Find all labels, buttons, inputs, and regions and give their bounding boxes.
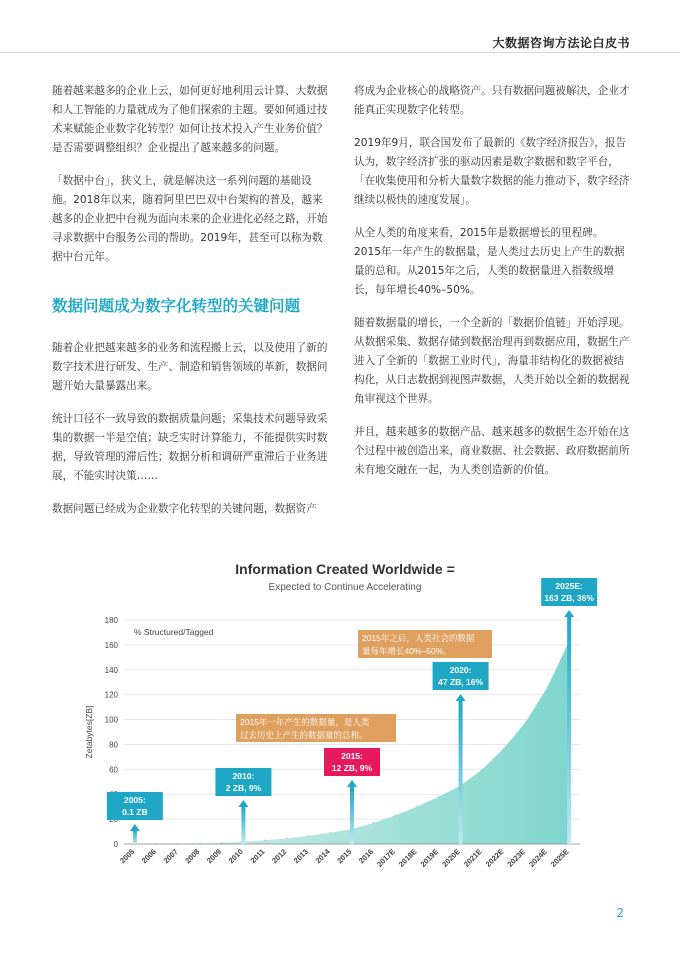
left-paragraph-1: 随着越来越多的企业上云，如何更好地利用云计算、大数据和人工智能的力量就成为了他们探索的主题。要如何通过技术来赋能企业数字化转型？如何让技术投入产生业务价值？是否需要调整组织？企业提出了越来越多的问题。 [52, 85, 328, 154]
left-paragraph-5: 数据问题已经成为企业数字化转型的关键问题，数据资产 [52, 503, 317, 515]
callout-line1: 2005: [123, 795, 146, 805]
callout-line1: 2020: [449, 665, 472, 675]
chart-svg [40, 552, 650, 892]
x-tick-label: 2023E [505, 847, 528, 869]
data-point-2017E [395, 815, 397, 817]
data-point-2018E [416, 806, 418, 808]
callout-line1: 2010: [232, 771, 255, 781]
x-tick-label: 2014 [313, 847, 332, 866]
callout-arrow-head [238, 800, 248, 807]
callout-line2: 47 ZB, 16% [438, 677, 484, 687]
note-line2: 量每年增长40%–50%。 [362, 646, 452, 656]
callout-line2: 0.1 ZB [122, 807, 148, 817]
callout-line1: 2015: [341, 751, 363, 761]
structured-share-label: % Structured/Tagged [134, 626, 214, 637]
data-growth-chart [40, 552, 650, 892]
callout-arrow-shaft [133, 830, 137, 844]
x-tick-label: 2013 [291, 847, 310, 866]
data-point-2013 [308, 835, 310, 837]
x-tick-label: 2009 [204, 847, 224, 866]
callout-line2: 163 ZB, 36% [544, 593, 594, 603]
callout-arrow-shaft [350, 786, 354, 844]
y-tick-label: 180 [104, 616, 118, 625]
page-number: 2 [616, 906, 624, 920]
callout-arrow-shaft [567, 616, 571, 844]
x-tick-label: 2016 [356, 847, 376, 866]
chart-title: Information Created Worldwide = [235, 561, 455, 577]
x-tick-label: 2018E [396, 847, 419, 869]
right-paragraph-5: 并且，越来越多的数据产品、越来越多的数据生态开始在这个过程中被创造出来，商业数据、社会数据、政府数据前所未有地交融在一起，为人类创造新的价值。 [354, 426, 630, 476]
section-heading: 数据问题成为数字化转型的关键问题 [52, 297, 301, 315]
x-tick-label: 2020E [440, 847, 462, 869]
callout-line2: 12 ZB, 9% [331, 763, 373, 773]
x-tick-label: 2012 [270, 847, 289, 866]
data-point-2019E [438, 796, 440, 798]
x-tick-label: 2011 [248, 847, 267, 865]
x-tick-label: 2022E [483, 847, 506, 869]
right-paragraph-3: 从全人类的角度来看，2015年是数据增长的里程碑。2015年一年产生的数据量，是人类过去历史上产生的数据量的总和。从2015年之后，人类的数据量进入指数级增长，每年增长40%–50%。 [354, 227, 625, 296]
x-tick-label: 2017E [375, 847, 397, 869]
x-tick-label: 2007 [161, 847, 180, 866]
y-tick-label: 120 [104, 690, 118, 700]
right-paragraph-1: 将成为企业核心的战略资产。只有数据问题被解决，企业才能真正实现数字化转型。 [354, 85, 630, 116]
x-tick-label: 2010 [226, 847, 245, 866]
left-paragraph-4: 统计口径不一致导致的数据质量问题；采集技术问题导致采集的数据一半是空值；缺乏实时计算能力，不能提供实时数据，导致管理的滞后性；数据分析和调研严重滞后于业务进展，不能实时决策…… [52, 413, 328, 482]
right-column [354, 82, 630, 494]
header-divider [0, 52, 680, 53]
data-point-2024E [547, 686, 549, 688]
y-tick-label: 160 [104, 640, 118, 650]
data-point-2009 [221, 842, 223, 844]
x-tick-label: 2006 [139, 847, 158, 866]
callout-arrow-head [347, 780, 357, 787]
y-axis-label: Zetabytes[ZB] [84, 705, 94, 759]
left-column [52, 82, 328, 533]
x-tick-label: 2005 [118, 847, 137, 866]
y-tick-label: 60 [109, 765, 118, 775]
x-tick-label: 2008 [183, 847, 202, 866]
x-tick-label: 2024E [527, 847, 549, 869]
right-paragraph-4: 随着数据量的增长，一个全新的「数据价值链」开始浮现。从数据采集、数据存储到数据治理再到数据应用，数据生产进入了全新的「数据工业时代」，海量非结构化的数据被结构化，从日志数据到视图声数据，人类开始以全新的数据视角审视这个世界。 [354, 317, 630, 405]
callout-arrow-head [130, 824, 140, 831]
y-tick-label: 100 [104, 715, 118, 725]
callout-arrow-head [564, 610, 574, 617]
callout-line2: 2 ZB, 9% [225, 783, 262, 793]
data-point-2012 [286, 838, 288, 840]
callout-line1: 2025E: [555, 581, 583, 591]
data-point-2022E [503, 747, 505, 749]
note-line1: 2015年之后，人类社会的数据 [362, 633, 475, 643]
y-tick-label: 80 [109, 740, 118, 750]
y-tick-label: 140 [104, 665, 118, 675]
x-tick-label: 2025E [548, 847, 571, 869]
x-tick-label: 2021E [462, 847, 484, 869]
callout-arrow-shaft [459, 700, 463, 844]
note-line2: 过去历史上产生的数据量的总和。 [240, 730, 368, 740]
right-paragraph-2: 2019年9月，联合国发布了最新的《数字经济报告》，报告认为，数字经济扩张的驱动因素是数字数据和数字平台，「在收集使用和分析大量数字数据的能力推动下，数字经济继续以极快的速度发展」。 [354, 137, 630, 206]
data-point-2023E [525, 721, 527, 723]
callout-arrow-shaft [241, 806, 245, 844]
data-point-2016 [373, 822, 375, 824]
note-line1: 2015年一年产生的数据量，是人类 [240, 717, 370, 727]
data-point-2021E [481, 769, 483, 771]
data-point-2011 [264, 839, 266, 841]
data-point-2014 [329, 832, 331, 834]
left-paragraph-2: 「数据中台」，狭义上，就是解决这一系列问题的基础设施。2018年以来，随着阿里巴巴双中台架构的普及，越来越多的企业把中台视为面向未来的企业进化必经之路，开始寻求数据中台服务公司的帮助。2019年，甚至可以称为数据中台元年。 [52, 175, 328, 263]
x-tick-label: 2015 [335, 847, 354, 866]
header-title: 大数据咨询方法论白皮书 [492, 36, 630, 50]
x-tick-label: 2019E [418, 847, 441, 869]
chart-subtitle: Expected to Continue Accelerating [268, 582, 422, 593]
left-paragraph-3: 随着企业把越来越多的业务和流程搬上云，以及使用了新的数字技术进行研发、生产、制造和销售领域的革新，数据问题开始大量暴露出来。 [52, 342, 328, 392]
y-tick-label: 0 [113, 840, 118, 849]
